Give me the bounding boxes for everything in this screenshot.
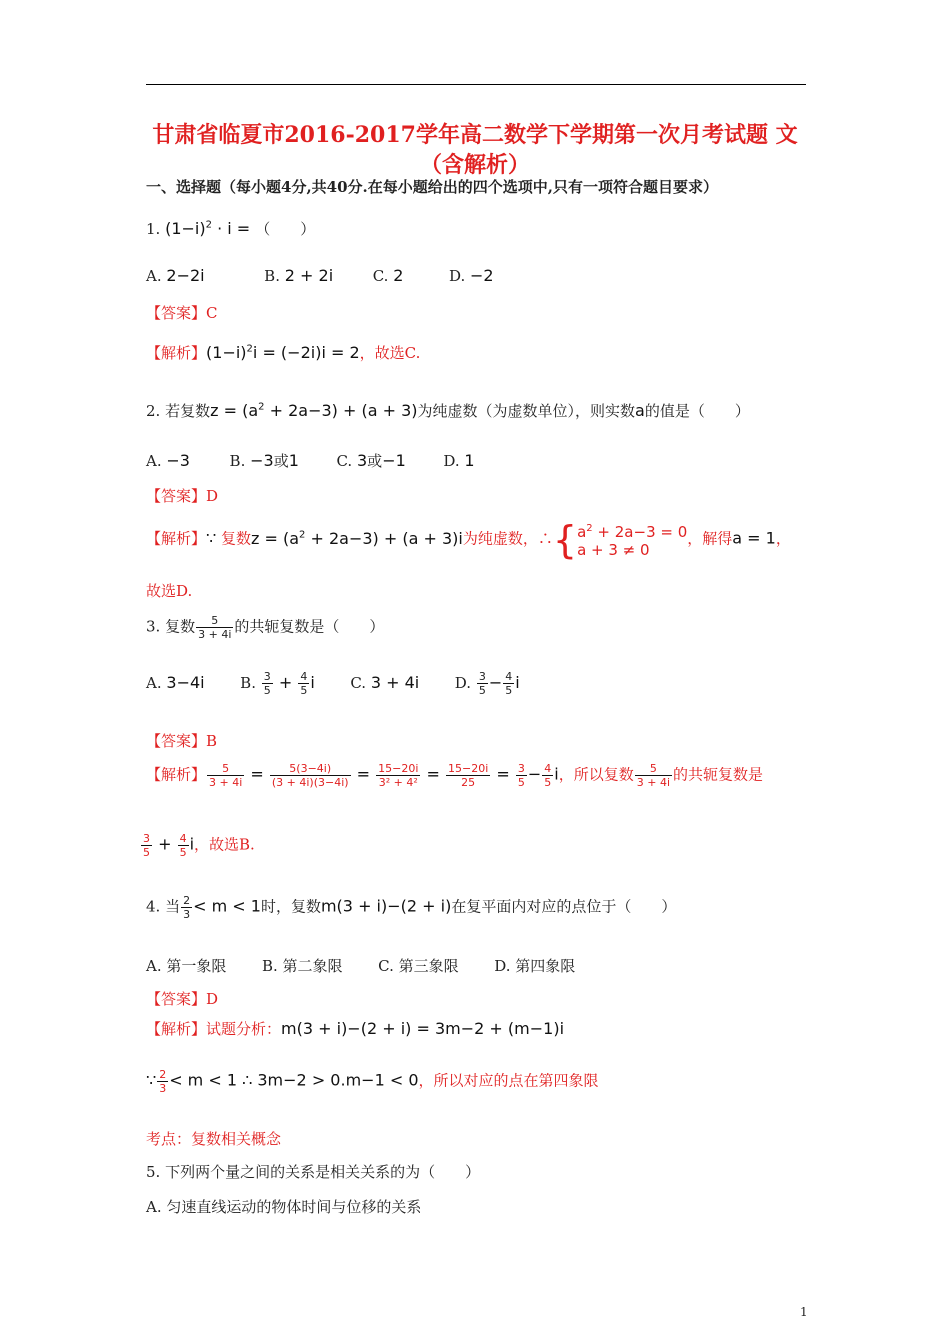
q2-conclusion: 故选D.: [146, 582, 193, 600]
page-title: [120, 120, 830, 180]
question-4: 4. 当 $\frac{2}{3}$ < m < 1时，复数m(3 + i)−(2 + i)在复平面内对应的点位于（ ）: [146, 894, 677, 921]
q4-opt-d: D. 第四象限: [494, 957, 576, 975]
q2-equation-system: $a^2 + 2a-3 = 0$ a + 3 ≠ 0: [577, 523, 688, 559]
q4-solution-line2: ∵ $\frac{2}{3}$ < m < 1 ∴ 3m−2 > 0.m−1 < 0，所以对应的点在第四象限: [146, 1068, 599, 1095]
q1-solution-math: $(1-i)^2i = (-2i)i = 2$: [206, 343, 360, 362]
q1-opt-b: B. 2 + 2i: [264, 266, 334, 285]
q4-opt-c: C. 第三象限: [378, 957, 459, 975]
q3-answer: 【答案】B: [146, 732, 218, 750]
q2-stem-math: $z = (a^2 + 2a-3) + (a + 3)$: [210, 401, 418, 420]
q3-opt-a: A. 3−4i: [146, 672, 205, 692]
q1-answer: 【答案】C: [146, 304, 218, 322]
q4-options: [146, 955, 575, 976]
q2-opt-c: C. 3或−1: [336, 451, 406, 470]
q1-opt-d: D. −2: [448, 266, 494, 285]
q2-answer: 【答案】D: [146, 487, 219, 505]
q4-opt-b: B. 第二象限: [261, 957, 343, 975]
question-1: [146, 218, 315, 239]
q2-opt-d: D. 1: [443, 451, 475, 470]
q1-solution: [146, 342, 420, 363]
q3-opt-b: B. $\frac{3}{5}$ + $\frac{4}{5}$ i: [240, 670, 315, 697]
title-line-2: （含解析）: [419, 152, 530, 178]
q3-opt-c: C. 3 + 4i: [350, 672, 420, 692]
q1-jiexi-label: 【解析】: [146, 344, 207, 362]
q1-number: 1.: [146, 220, 161, 238]
section-heading: 一、选择题（每小题4分,共40分.在每小题给出的四个选项中,只有一项符合题目要求）: [146, 178, 718, 196]
q1-solution-tail: ，故选C.: [359, 344, 421, 362]
q3-opt-d: D. $\frac{3}{5}$ − $\frac{4}{5}$ i: [454, 670, 520, 697]
q4-opt-a: A. 第一象限: [146, 957, 227, 975]
header-rule: [146, 84, 806, 85]
question-2: 2. 若复数$z = (a^2 + 2a-3) + (a + 3)$为纯虚数（为虚数单位），则实数a的值是（ ）: [146, 401, 750, 420]
q2-solution: 【解析】∵ 复数$z = (a^2 + 2a-3) + (a + 3)i$为纯虚数，$\therefore\{a^2 + 2a-3 = 0$ a + 3 ≠ 0，解得a = 1，: [146, 517, 791, 562]
q4-solution: 【解析】试题分析：m(3 + i)−(2 + i) = 3m−2 + (m−1)i: [146, 1019, 565, 1038]
q5-opt-a: A. 匀速直线运动的物体时间与位移的关系: [146, 1198, 422, 1216]
q2-options: [146, 450, 475, 471]
q3-options: [146, 670, 520, 697]
q1-opt-c: C. 2: [372, 266, 404, 285]
q3-fraction: $\frac{5}{3 + 4i}$: [198, 614, 232, 641]
q1-stem-math: $(1-i)^2 \cdot i$ =: [165, 219, 256, 238]
page-number: 1: [800, 1305, 808, 1319]
q4-answer: 【答案】D: [146, 990, 219, 1008]
q4-kaodian: 考点：复数相关概念: [146, 1130, 282, 1148]
left-brace-icon: {: [552, 517, 578, 562]
question-3: 3. 复数 $\frac{5}{3 + 4i}$ 的共轭复数是（ ）: [146, 614, 385, 641]
q2-opt-a: A. −3: [146, 451, 190, 470]
q1-options: [146, 266, 494, 285]
q1-paren: （ ）: [255, 220, 316, 238]
title-line-1: 甘肃省临夏市2016-2017学年高二数学下学期第一次月考试题 文: [152, 122, 798, 148]
q2-opt-b: B. −3或1: [229, 451, 299, 470]
q1-opt-a: A. 2−2i: [146, 266, 205, 285]
q3-solution-line2: $\frac{3}{5}$ + $\frac{4}{5}$ i，故选B.: [143, 832, 255, 859]
q3-solution: 【解析】 $\frac{5}{3 + 4i}$ = $\frac{5(3-4i)}{(3 + 4i)(3-4i)}$ = $\frac{15-20i}{\text{3² + 4²}}$ = $\frac{15-20i}{25}$ = $\frac{3}{5}$ − $\frac{4}{5}$ i，所以复数 $\frac{5}{3 + 4i}$ 的共轭复数是: [146, 762, 764, 789]
question-5: 5. 下列两个量之间的关系是相关关系的为（ ）: [146, 1163, 481, 1181]
